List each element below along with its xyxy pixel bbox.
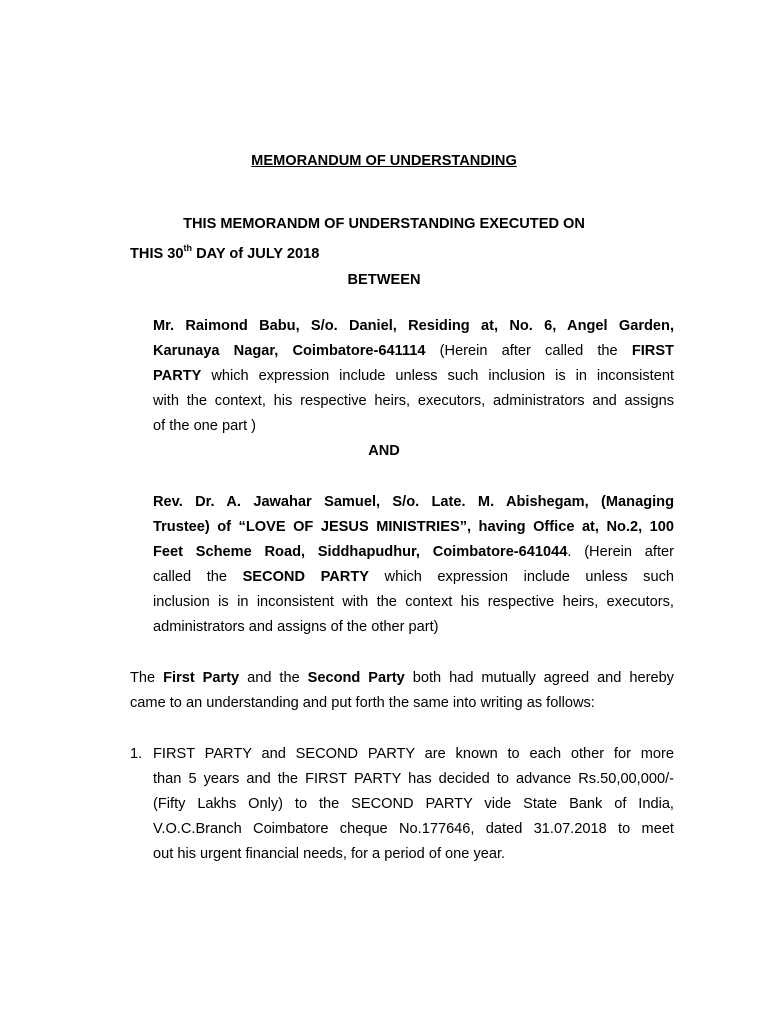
intro-line-1: THIS MEMORANDM OF UNDERSTANDING EXECUTED ON [183,216,585,232]
second-party-called: called the [153,569,243,585]
first-party-line-5: of the one part ) [153,418,257,434]
intro-date-suffix: DAY of JULY 2018 [192,246,320,262]
intro-date-superscript: th [183,243,193,253]
second-party-line-4 [153,569,674,586]
intro-date-prefix: THIS 30 [130,246,184,262]
first-party-line-2 [153,343,674,360]
agreement-second-party: Second Party [307,670,405,686]
first-party-address: Karunaya Nagar, Coimbatore-641114 [153,343,426,359]
second-party-label: SECOND PARTY [242,569,369,585]
document-title: MEMORANDUM OF UNDERSTANDING [251,153,517,169]
first-party-line-4: with the context, his respective heirs, executors, administrators and assigns [153,393,674,409]
second-party-line-1: Rev. Dr. A. Jawahar Samuel, S/o. Late. M. Abishegam, (Managing [153,494,674,510]
first-party-line-3 [153,368,674,385]
second-party-herein: . (Herein after [567,544,675,560]
agreement-first-party: First Party [163,670,240,686]
clause-1-line-4: V.O.C.Branch Coimbatore cheque No.177646, dated 31.07.2018 to meet [153,821,674,837]
second-party-line-5: inclusion is in inconsistent with the context his respective heirs, executors, [153,594,674,610]
between-label: BETWEEN [347,272,421,288]
agreement-and-the: and the [239,670,308,686]
second-party-line-3 [153,544,674,561]
clause-1-line-3: (Fifty Lakhs Only) to the SECOND PARTY vide State Bank of India, [153,796,674,812]
clause-1-line-1: FIRST PARTY and SECOND PARTY are known to each other for more [153,746,674,762]
agreement-line-1 [130,670,674,687]
agreement-line-2: came to an understanding and put forth the same into writing as follows: [130,695,595,711]
first-party-herein: (Herein after called the [425,343,632,359]
agreement-mutually: both had mutually agreed and hereby [404,670,674,686]
party-label: PARTY [153,368,202,384]
second-party-expression: which expression include unless such [368,569,674,585]
clause-1-number: 1. [130,746,143,762]
intro-line-2 [130,243,320,263]
first-party-expression: which expression include unless such inclusion is in inconsistent [201,368,674,384]
clause-1-line-5: out his urgent financial needs, for a period of one year. [153,846,506,862]
second-party-line-2: Trustee) of “LOVE OF JESUS MINISTRIES”, having Office at, No.2, 100 [153,519,674,535]
first-label: FIRST [631,343,674,359]
second-party-line-6: administrators and assigns of the other part) [153,619,439,635]
second-party-address: Feet Scheme Road, Siddhapudhur, Coimbatore-641044 [153,544,568,560]
and-label: AND [368,443,400,459]
agreement-the: The [130,670,164,686]
first-party-line-1: Mr. Raimond Babu, S/o. Daniel, Residing at, No. 6, Angel Garden, [153,318,674,334]
clause-1-line-2: than 5 years and the FIRST PARTY has decided to advance Rs.50,00,000/- [153,771,674,787]
